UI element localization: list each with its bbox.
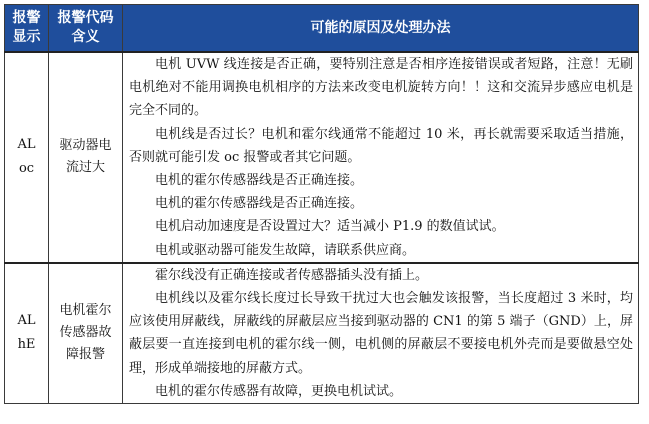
remedy-paragraph: 电机或驱动器可能发生故障，请联系供应商。 — [155, 242, 416, 258]
alarm-code-line: oc — [18, 161, 35, 177]
header-causes-and-remedies: 可能的原因及处理办法 — [123, 5, 639, 53]
alarm-code-line: hE — [17, 337, 36, 353]
alarm-meaning-line: 流过大 — [65, 160, 105, 176]
header-alarm-display-line: 报警 — [12, 10, 41, 26]
remedy-paragraph: 电机的霍尔传感器线是否正确连接。 — [155, 196, 364, 212]
alarm-meaning-line: 障报警 — [65, 347, 105, 363]
alarm-code-line: AL — [17, 137, 36, 153]
alarm-meaning-cell — [49, 263, 123, 404]
alarm-code-table — [4, 4, 639, 404]
header-alarm-display-line: 显示 — [12, 29, 41, 45]
table-row — [5, 52, 639, 263]
alarm-meaning-line: 电机霍尔 — [59, 303, 112, 319]
remedy-paragraph: 电机的霍尔传感器线是否正确连接。 — [155, 173, 364, 189]
header-alarm-meaning — [49, 5, 123, 53]
remedy-paragraph: 电机 UVW 线连接是否正确，要特别注意是否相序连接错误或者短路，注意！无刷电机绝对不能用调换电机相序的方法来改变电机旋转方向！！这和交流异步感应电机是完全不同的。 — [129, 57, 633, 119]
alarm-table-container — [4, 4, 639, 404]
header-alarm-meaning-line: 报警代码 — [57, 10, 114, 26]
remedy-paragraph: 霍尔线没有正确连接或者传感器插头没有插上。 — [155, 267, 429, 283]
remedy-cell — [123, 52, 639, 263]
table-row — [5, 263, 639, 404]
alarm-code-line: AL — [17, 313, 36, 329]
alarm-meaning-line: 传感器故 — [59, 325, 112, 341]
remedy-paragraph: 电机线以及霍尔线长度过长导致干扰过大也会触发该报警，当长度超过 3 米时，均应该使用屏蔽线，屏蔽线的屏蔽层应当接到驱动器的 CN1 的第 5 端子（GND）上，屏蔽层要一直连接到电机的霍尔线一侧，电机侧的屏蔽层不要接电机外壳而是要做悬空处理，形成单端接地的屏蔽方式。 — [129, 291, 633, 376]
alarm-code-cell — [5, 52, 49, 263]
remedy-paragraph: 电机线是否过长？电机和霍尔线通常不能超过 10 米，再长就需要采取适当措施，否则就可能引发 oc 报警或者其它问题。 — [129, 126, 633, 165]
alarm-meaning-cell — [49, 52, 123, 263]
header-alarm-display — [5, 5, 49, 53]
alarm-meaning-line: 驱动器电 — [59, 138, 112, 154]
header-alarm-meaning-line: 含义 — [71, 29, 100, 45]
remedy-paragraph: 电机的霍尔传感器有故障，更换电机试试。 — [155, 383, 403, 399]
table-header-row — [5, 5, 639, 53]
remedy-paragraph: 电机启动加速度是否设置过大？适当减小 P1.9 的数值试试。 — [155, 219, 505, 235]
alarm-code-cell — [5, 263, 49, 404]
remedy-cell — [123, 263, 639, 404]
